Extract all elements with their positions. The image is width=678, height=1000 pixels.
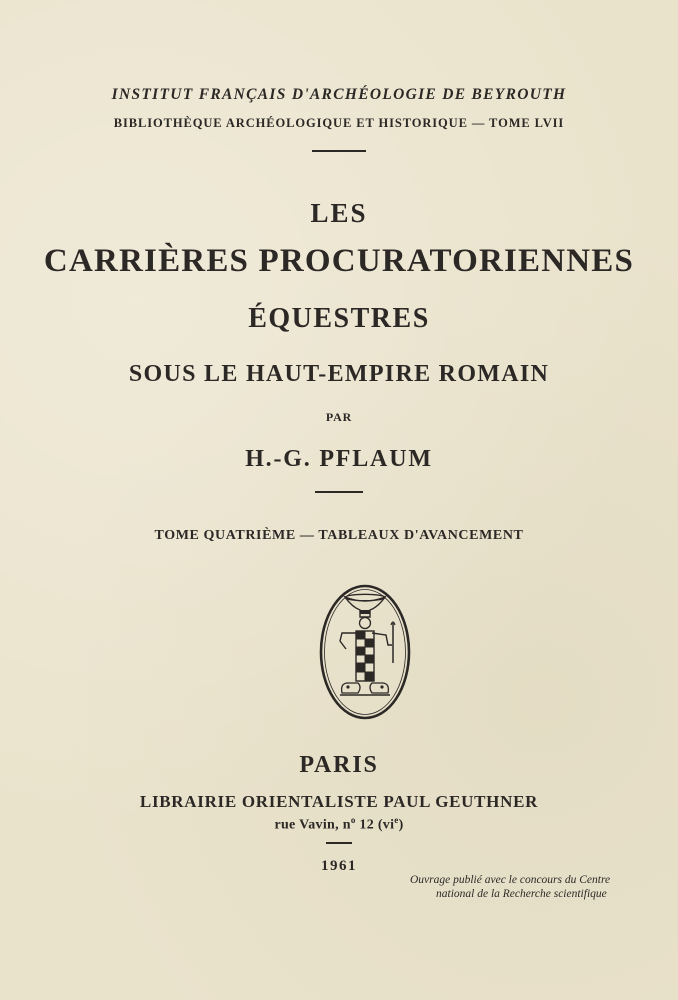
divider-rule <box>326 842 352 844</box>
seal-emblem-icon <box>318 583 412 721</box>
divider-rule <box>312 150 366 152</box>
publisher-address: rue Vavin, $n^o$ 12 $(vi^e)$ <box>274 815 404 833</box>
publisher-name: LIBRAIRIE ORIENTALISTE PAUL GEUTHNER <box>139 792 539 811</box>
author-name: H.-G. PFLAUM <box>245 446 433 472</box>
funding-note <box>410 873 650 901</box>
publisher-city: PARIS <box>299 752 379 778</box>
title-line-1: LES <box>310 198 368 228</box>
funding-note-line-1: Ouvrage publié avec le concours du Centre <box>410 874 611 886</box>
title-line-2: CARRIÈRES PROCURATORIENNES <box>43 243 635 279</box>
title-line-3: ÉQUESTRES <box>248 303 430 334</box>
title-line-4: SOUS LE HAUT-EMPIRE ROMAIN <box>128 361 550 387</box>
funding-note-line-2: national de la Recherche scientifique <box>436 888 607 900</box>
divider-rule <box>315 491 363 493</box>
institute-name: INSTITUT FRANÇAIS D'ARCHÉOLOGIE DE BEYROUTH <box>111 86 567 103</box>
publication-year: 1961 <box>321 858 357 874</box>
series-name: BIBLIOTHÈQUE ARCHÉOLOGIQUE ET HISTORIQUE — TOME LVII <box>113 116 565 130</box>
volume-title: TOME QUATRIÈME — TABLEAUX D'AVANCEMENT <box>154 528 524 543</box>
by-label: PAR <box>325 410 353 424</box>
